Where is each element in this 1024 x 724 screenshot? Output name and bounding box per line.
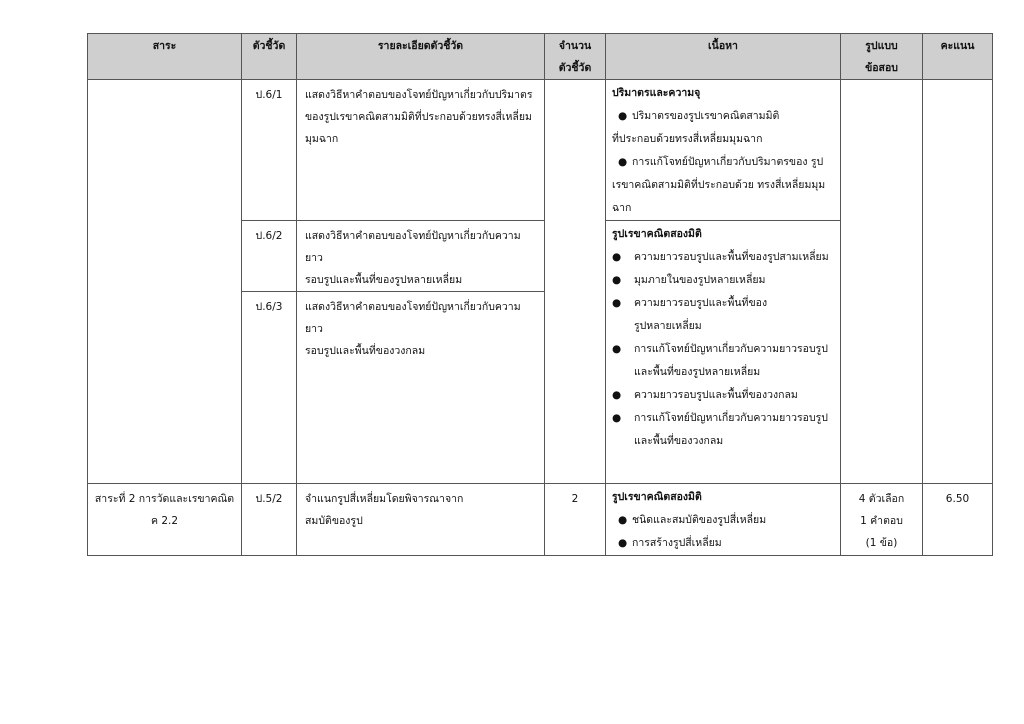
indicator-detail: แสดงวิธีหาคำตอบของโจทย์ปัญหาเกี่ยวกับความยาว รอบรูปและพื้นที่ของวงกลม — [297, 292, 545, 484]
bullet-icon: ● — [612, 343, 622, 355]
test-blueprint-table — [87, 33, 993, 556]
indicator-detail: แสดงวิธีหาคำตอบของโจทย์ปัญหาเกี่ยวกับความยาว รอบรูปและพื้นที่ของรูปหลายเหลี่ยม — [297, 221, 545, 292]
content-cell — [606, 221, 841, 484]
header-content: เนื้อหา — [606, 34, 841, 80]
indicator-count: 2 — [545, 484, 606, 556]
test-format: 4 ตัวเลือก 1 คำตอบ (1 ข้อ) — [841, 484, 923, 556]
header-format: รูปแบบ ข้อสอบ — [841, 34, 923, 80]
indicator-code: ป.6/3 — [242, 292, 297, 484]
format-cell-empty — [841, 80, 923, 484]
list-item: ● ความยาวรอบรูปและพื้นที่ของรูปสามเหลี่ยม — [612, 246, 836, 269]
header-score: คะแนน — [923, 34, 993, 80]
list-item: ● ความยาวรอบรูปและพื้นที่ของวงกลม — [612, 384, 836, 407]
strand-cell: สาระที่ 2 การวัดและเรขาคณิต ค 2.2 — [88, 484, 242, 556]
bullet-icon: ● — [612, 389, 622, 401]
list-item: ● มุมภายในของรูปหลายเหลี่ยม — [612, 269, 836, 292]
indicator-detail: จำแนกรูปสี่เหลี่ยมโดยพิจารณาจาก สมบัติของรูป — [297, 484, 545, 556]
score-cell-empty — [923, 80, 993, 484]
count-cell-empty — [545, 80, 606, 484]
bullet-icon: ● — [612, 412, 622, 424]
indicator-code: ป.6/1 — [242, 80, 297, 221]
bullet-icon: ● — [612, 274, 622, 286]
bullet-icon: ● — [612, 297, 622, 309]
list-item: ● การสร้างรูปสี่เหลี่ยม — [612, 532, 836, 555]
list-item: ● ชนิดและสมบัติของรูปสี่เหลี่ยม — [612, 509, 836, 532]
content-cell — [606, 484, 841, 556]
content-topic: รูปเรขาคณิตสองมิติ — [612, 491, 702, 503]
strand-cell-empty — [88, 80, 242, 484]
bullet-icon: ● — [618, 156, 628, 168]
bullet-icon: ● — [612, 251, 622, 263]
list-item: ● การแก้โจทย์ปัญหาเกี่ยวกับปริมาตรของ รูป — [612, 151, 836, 174]
header-indicator: ตัวชี้วัด — [242, 34, 297, 80]
table-row — [88, 80, 993, 221]
list-item: ● การแก้โจทย์ปัญหาเกี่ยวกับความยาวรอบรูป และพื้นที่ของวงกลม — [612, 407, 836, 453]
content-topic: ปริมาตรและความจุ — [612, 87, 701, 99]
header-row — [88, 34, 993, 80]
list-item: ● ความยาวรอบรูปและพื้นที่ของ รูปหลายเหลี่ยม — [612, 292, 836, 338]
header-detail: รายละเอียดตัวชี้วัด — [297, 34, 545, 80]
score: 6.50 — [923, 484, 993, 556]
list-item: ● การแก้โจทย์ปัญหาเกี่ยวกับความยาวรอบรูป และพื้นที่ของรูปหลายเหลี่ยม — [612, 338, 836, 384]
list-item: ● ปริมาตรของรูปเรขาคณิตสามมิติ — [612, 105, 836, 128]
indicator-code: ป.6/2 — [242, 221, 297, 292]
content-cell: ปริมาตรและความจุ ● ปริมาตรของรูปเรขาคณิตสามมิติ ที่ประกอบด้วยทรงสี่เหลี่ยมมุมฉาก ● การแก้โจทย์ปัญหาเกี่ยวกับปริมาตรของ รูป เรขาคณิตสามมิติที่ประกอบด้วย ทรงสี่เหลี่ยมมุม ฉาก — [606, 80, 841, 221]
header-strand: สาระ — [88, 34, 242, 80]
content-topic: รูปเรขาคณิตสองมิติ — [612, 228, 702, 240]
table-row — [88, 484, 993, 556]
indicator-code: ป.5/2 — [242, 484, 297, 556]
header-count: จำนวน ตัวชี้วัด — [545, 34, 606, 80]
bullet-icon: ● — [618, 110, 628, 122]
bullet-icon: ● — [618, 514, 628, 526]
bullet-icon: ● — [618, 537, 628, 549]
indicator-detail: แสดงวิธีหาคำตอบของโจทย์ปัญหาเกี่ยวกับปริมาตร ของรูปเรขาคณิตสามมิติที่ประกอบด้วยทรงสี่เหลี่ยม มุมฉาก — [297, 80, 545, 221]
